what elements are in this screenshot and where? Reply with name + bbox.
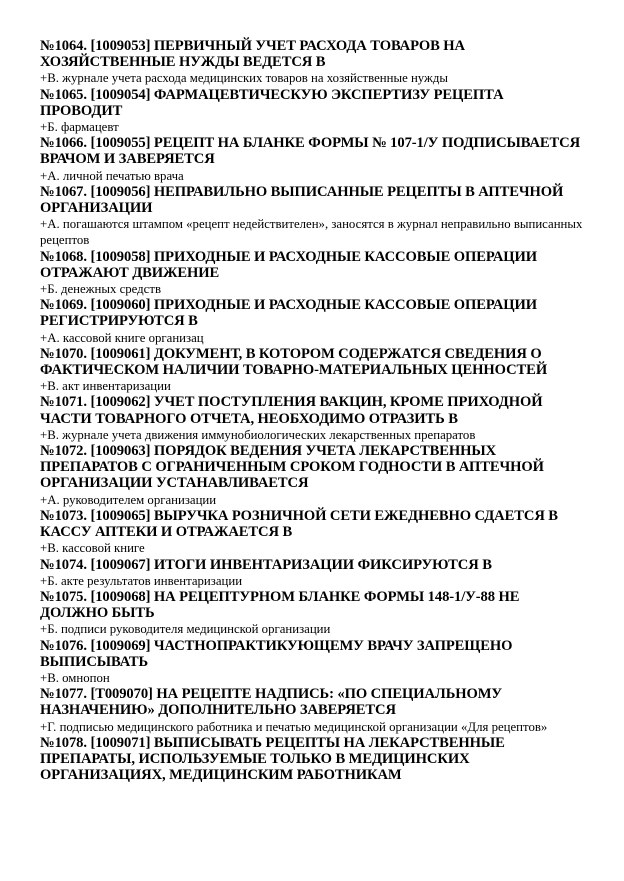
question-1066: №1066. [1009055] РЕЦЕПТ НА БЛАНКЕ ФОРМЫ № 107-1/У ПОДПИСЫВАЕТСЯ ВРАЧОМ И ЗАВЕРЯЕТСЯ bbox=[40, 135, 581, 168]
question-1078: №1078. [1009071] ВЫПИСЫВАТЬ РЕЦЕПТЫ НА ЛЕКАРСТВЕННЫЕ ПРЕПАРАТЫ, ИСПОЛЬЗУЕМЫЕ ТОЛЬКО В МЕДИЦИНСКИХ ОРГАНИЗАЦИЯХ, МЕДИЦИНСКИМ РАБОТНИКАМ bbox=[40, 734, 505, 784]
question-1071: №1071. [1009062] УЧЕТ ПОСТУПЛЕНИЯ ВАКЦИН, КРОМЕ ПРИХОДНОЙ ЧАСТИ ТОВАРНОГО ОТЧЕТА, НЕОБХОДИМО ОТРАЗИТЬ В bbox=[40, 394, 543, 427]
answer-1071: +В. журнале учета движения иммунобиологических лекарственных препаратов bbox=[40, 427, 476, 442]
answer-1076: +В. омнопон bbox=[40, 670, 110, 685]
question-1072: №1072. [1009063] ПОРЯДОК ВЕДЕНИЯ УЧЕТА ЛЕКАРСТВЕННЫХ ПРЕПАРАТОВ С ОГРАНИЧЕННЫМ СРОКОМ ГОДНОСТИ В АПТЕЧНОЙ ОРГАНИЗАЦИИ УСТАНАВЛИВАЕТСЯ bbox=[40, 443, 544, 492]
answer-1074: +Б. акте результатов инвентаризации bbox=[40, 573, 243, 588]
answer-1066: +А. личной печатью врача bbox=[40, 168, 184, 183]
question-1065: №1065. [1009054] ФАРМАЦЕВТИЧЕСКУЮ ЭКСПЕРТИЗУ РЕЦЕПТА ПРОВОДИТ bbox=[40, 86, 504, 119]
answer-1069: +А. кассовой книге организац bbox=[40, 330, 204, 345]
answer-1064: +В. журнале учета расхода медицинских товаров на хозяйственные нужды bbox=[40, 71, 448, 86]
answer-1073: +В. кассовой книге bbox=[40, 541, 145, 556]
answer-1070: +В. акт инвентаризации bbox=[40, 379, 171, 394]
answer-1065: +Б. фармацевт bbox=[40, 120, 119, 135]
answer-1067: +А. погашаются штампом «рецепт недействителен», заносятся в журнал неправильно выписанных рецептов bbox=[40, 217, 583, 248]
answer-1072: +А. руководителем организации bbox=[40, 492, 217, 507]
question-1076: №1076. [1009069] ЧАСТНОПРАКТИКУЮЩЕМУ ВРАЧУ ЗАПРЕЩЕНО ВЫПИСЫВАТЬ bbox=[40, 637, 513, 670]
question-1070: №1070. [1009061] ДОКУМЕНТ, В КОТОРОМ СОДЕРЖАТСЯ СВЕДЕНИЯ О ФАКТИЧЕСКОМ НАЛИЧИИ ТОВАРНО-МАТЕРИАЛЬНЫХ ЦЕННОСТЕЙ bbox=[40, 345, 548, 379]
answer-1077: +Г. подписью медицинского работника и печатью медицинской организации «Для рецептов» bbox=[40, 719, 548, 734]
question-1068: №1068. [1009058] ПРИХОДНЫЕ И РАСХОДНЫЕ КАССОВЫЕ ОПЕРАЦИИ ОТРАЖАЮТ ДВИЖЕНИЕ bbox=[40, 248, 538, 281]
question-1073: №1073. [1009065] ВЫРУЧКА РОЗНИЧНОЙ СЕТИ ЕЖЕДНЕВНО СДАЕТСЯ В КАССУ АПТЕКИ И ОТРАЖАЕТСЯ В bbox=[40, 507, 558, 541]
question-1067: №1067. [1009056] НЕПРАВИЛЬНО ВЫПИСАННЫЕ РЕЦЕПТЫ В АПТЕЧНОЙ ОРГАНИЗАЦИИ bbox=[40, 183, 564, 217]
answer-1075: +Б. подписи руководителя медицинской организации bbox=[40, 622, 331, 637]
question-1077: №1077. [T009070] НА РЕЦЕПТЕ НАДПИСЬ: «ПО СПЕЦИАЛЬНОМУ НАЗНАЧЕНИЮ» ДОПОЛНИТЕЛЬНО ЗАВЕРЯЕТСЯ bbox=[40, 686, 503, 719]
question-1074: №1074. [1009067] ИТОГИ ИНВЕНТАРИЗАЦИИ ФИКСИРУЮТСЯ В bbox=[40, 556, 492, 573]
answer-1068: +Б. денежных средств bbox=[40, 282, 161, 297]
question-1064: №1064. [1009053] ПЕРВИЧНЫЙ УЧЕТ РАСХОДА ТОВАРОВ НА ХОЗЯЙСТВЕННЫЕ НУЖДЫ ВЕДЕТСЯ В bbox=[40, 38, 465, 71]
question-1069: №1069. [1009060] ПРИХОДНЫЕ И РАСХОДНЫЕ КАССОВЫЕ ОПЕРАЦИИ РЕГИСТРИРУЮТСЯ В bbox=[40, 297, 538, 330]
question-1075: №1075. [1009068] НА РЕЦЕПТУРНОМ БЛАНКЕ ФОРМЫ 148-1/У-88 НЕ ДОЛЖНО БЫТЬ bbox=[40, 588, 520, 622]
